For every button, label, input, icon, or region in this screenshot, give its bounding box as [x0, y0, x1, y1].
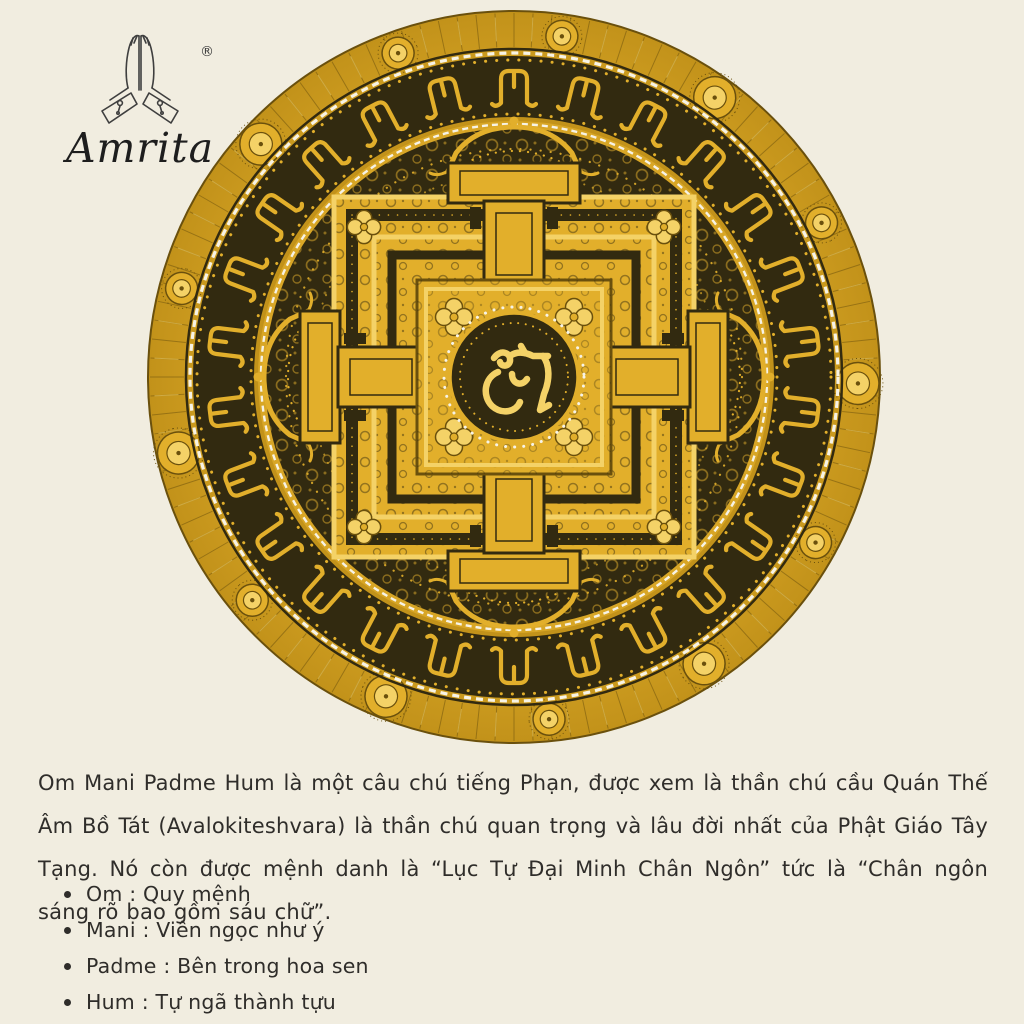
brand-logo	[52, 28, 228, 172]
bullet-icon	[64, 999, 71, 1006]
bullet-text: Mani : Viên ngọc như ý	[86, 918, 325, 942]
bullet-text: Hum : Tự ngã thành tựu	[86, 990, 336, 1014]
brand-name: Amrita	[65, 124, 215, 172]
bullet-icon	[64, 963, 71, 970]
bullet-text: Om : Quy mệnh	[86, 882, 251, 906]
description-paragraph: Om Mani Padme Hum là một câu chú tiếng Phạn, được xem là thần chú cầu Quán Thế Âm Bồ Tát (Avalokiteshvara) là thần chú quan trọng và lâu đời nhất của Phật Giáo Tây Tạng. Nó còn được mệnh danh là “Lục Tự Đại Minh Chân Ngôn” tức là “Chân ngôn sáng rõ bao gồm sáu chữ”.	[38, 771, 988, 924]
mantra-bullet-list	[64, 876, 369, 1020]
bullet-icon	[64, 891, 71, 898]
list-item	[64, 876, 369, 912]
list-item	[64, 984, 369, 1020]
list-item	[64, 948, 369, 984]
list-item	[64, 912, 369, 948]
bullet-icon	[64, 927, 71, 934]
registered-mark-icon: ®	[200, 44, 214, 60]
bullet-text: Padme : Bên trong hoa sen	[86, 954, 369, 978]
